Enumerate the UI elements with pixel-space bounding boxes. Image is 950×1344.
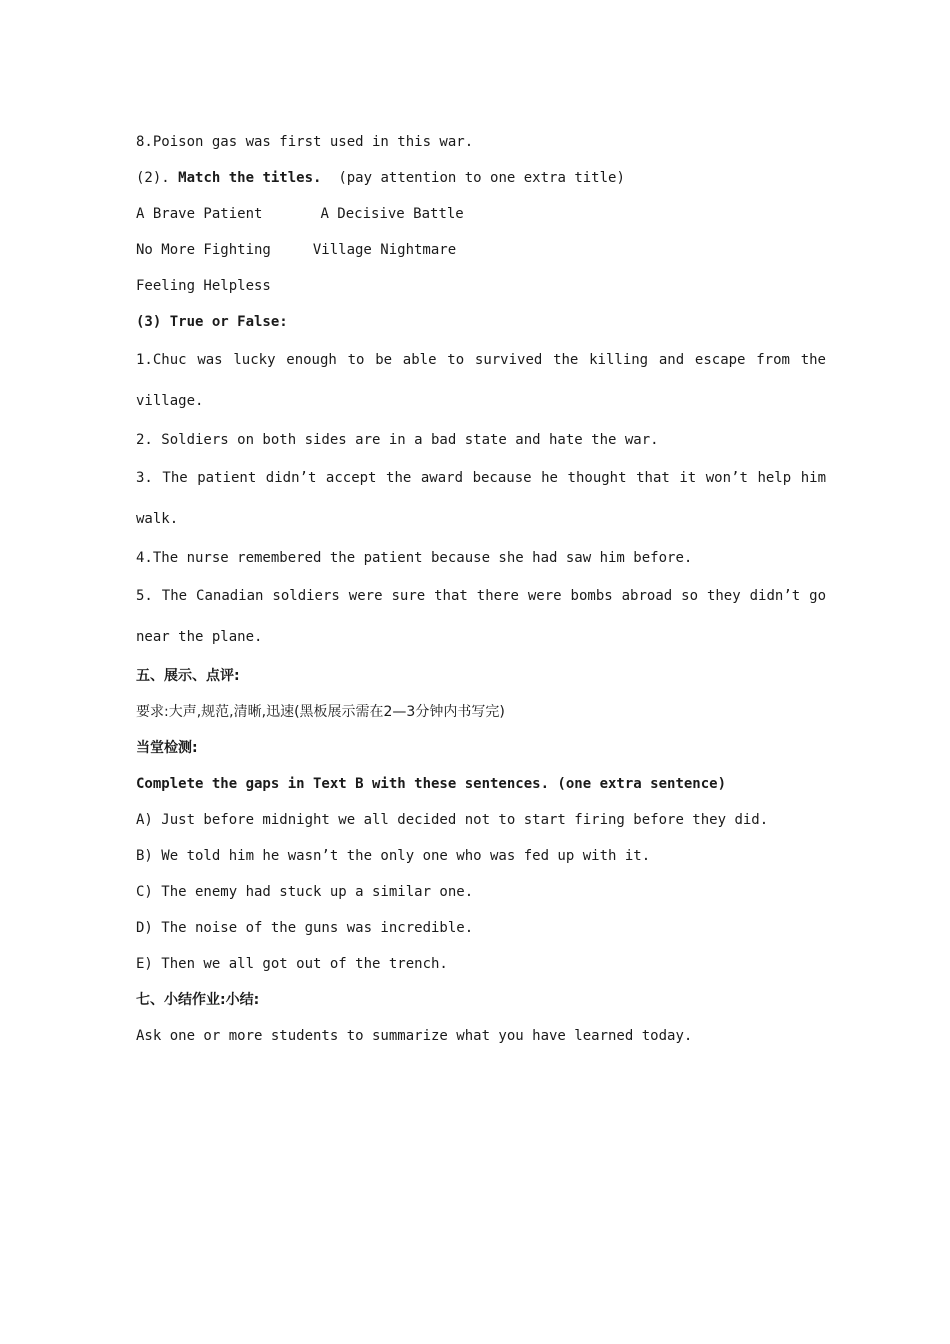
title-option: No More Fighting [136,242,271,258]
tf-statement-1: 1.Chuc was lucky enough to be able to survived the killing and escape from the village. [136,352,826,409]
tf-statement-2: 2. Soldiers on both sides are in a bad state and hate the war. [136,432,659,448]
option-b: B) We told him he wasn’t the only one who was fed up with it. [136,848,651,864]
match-title: Match the titles. [178,170,322,186]
document-page [136,124,826,1054]
section-7-heading: 七、小结作业:小结: [136,992,260,1008]
title-row-3 [136,268,826,304]
option-d: D) The noise of the guns was incredible. [136,920,474,936]
match-titles-heading [136,160,826,196]
title-row-2 [136,232,826,268]
title-option: Village Nightmare [312,242,457,258]
match-note: (pay attention to one extra title) [338,170,625,186]
option-a: A) Just before midnight we all decided not to start firing before they did. [136,812,769,828]
title-option: Feeling Helpless [136,278,271,294]
title-option: A Brave Patient [136,206,263,222]
requirement-text: 要求:大声,规范,清晰,迅速(黑板展示需在2—3分钟内书写完) [136,704,505,720]
option-c: C) The enemy had stuck up a similar one. [136,884,474,900]
title-option: A Decisive Battle [320,206,464,222]
summary-text: Ask one or more students to summarize what you have learned today. [136,1028,693,1044]
true-false-heading: (3) True or False: [136,314,288,330]
title-row-1 [136,196,826,232]
question-8: 8.Poison gas was first used in this war. [136,134,474,150]
option-e: E) Then we all got out of the trench. [136,956,448,972]
tf-statement-5: 5. The Canadian soldiers were sure that there were bombs abroad so they didn’t go near the plane. [136,588,826,645]
gap-instruction: Complete the gaps in Text B with these sentences. (one extra sentence) [136,776,727,792]
tf-statement-4: 4.The nurse remembered the patient because she had saw him before. [136,550,693,566]
tf-statement-3: 3. The patient didn’t accept the award because he thought that it won’t help him walk. [136,470,826,527]
match-prefix: (2). [136,170,170,186]
section-5-heading: 五、展示、点评: [136,668,240,684]
in-class-check-heading: 当堂检测: [136,740,198,756]
